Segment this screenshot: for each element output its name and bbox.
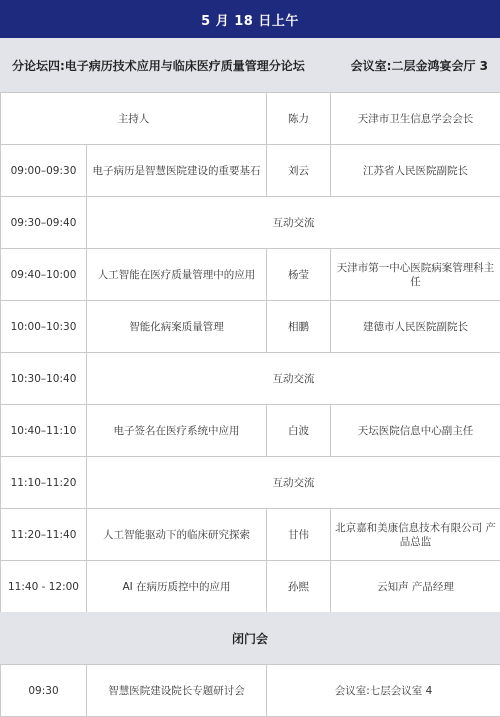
closing-row <box>1 665 500 717</box>
host-title: 天津市卫生信息学会会长 <box>331 93 500 145</box>
session-affiliation: 北京嘉和美康信息技术有限公司 产品总监 <box>331 509 500 561</box>
session-time: 09:40–10:00 <box>1 249 87 301</box>
session-affiliation: 建德市人民医院副院长 <box>331 301 500 353</box>
closing-table <box>0 664 500 717</box>
schedule-table <box>0 92 500 613</box>
session-row <box>1 301 500 353</box>
closing-header <box>0 612 500 664</box>
break-row <box>1 197 500 249</box>
session-row <box>1 145 500 197</box>
session-speaker: 白波 <box>267 405 331 457</box>
session-speaker: 相鹏 <box>267 301 331 353</box>
session-time: 10:30–10:40 <box>1 353 87 405</box>
session-row <box>1 561 500 613</box>
closing-topic: 智慧医院建设院长专题研讨会 <box>87 665 267 717</box>
session-row <box>1 249 500 301</box>
session-speaker: 甘伟 <box>267 509 331 561</box>
session-row <box>1 405 500 457</box>
date-header <box>0 0 500 38</box>
session-time: 09:30–09:40 <box>1 197 87 249</box>
session-affiliation: 天津市第一中心医院病案管理科主任 <box>331 249 500 301</box>
break-row <box>1 457 500 509</box>
closing-room: 会议室:七层会议室 4 <box>267 665 500 717</box>
session-speaker: 孙熙 <box>267 561 331 613</box>
session-affiliation: 天坛医院信息中心副主任 <box>331 405 500 457</box>
session-topic: 电子病历是智慧医院建设的重要基石 <box>87 145 267 197</box>
closing-time: 09:30 <box>1 665 87 717</box>
session-topic: 人工智能在医疗质量管理中的应用 <box>87 249 267 301</box>
session-affiliation: 江苏省人民医院副院长 <box>331 145 500 197</box>
session-row <box>1 509 500 561</box>
break-label: 互动交流 <box>87 457 500 509</box>
host-row <box>1 93 500 145</box>
break-row <box>1 353 500 405</box>
forum-header <box>0 38 500 92</box>
break-label: 互动交流 <box>87 353 500 405</box>
session-topic: 智能化病案质量管理 <box>87 301 267 353</box>
session-topic: 人工智能驱动下的临床研究探索 <box>87 509 267 561</box>
session-time: 11:10–11:20 <box>1 457 87 509</box>
session-time: 09:00–09:30 <box>1 145 87 197</box>
host-label: 主持人 <box>1 93 267 145</box>
session-topic: AI 在病历质控中的应用 <box>87 561 267 613</box>
date-label: 5 月 18 日上午 <box>201 13 299 29</box>
forum-title: 分论坛四:电子病历技术应用与临床医疗质量管理分论坛 <box>12 58 305 73</box>
session-speaker: 杨莹 <box>267 249 331 301</box>
session-time: 10:00–10:30 <box>1 301 87 353</box>
session-affiliation: 云知声 产品经理 <box>331 561 500 613</box>
host-name: 陈力 <box>267 93 331 145</box>
session-time: 11:40 - 12:00 <box>1 561 87 613</box>
session-time: 11:20–11:40 <box>1 509 87 561</box>
schedule-body <box>1 93 500 613</box>
closing-title: 闭门会 <box>231 631 268 646</box>
break-label: 互动交流 <box>87 197 500 249</box>
forum-room: 会议室:二层金鸿宴会厅 3 <box>350 58 488 73</box>
session-time: 10:40–11:10 <box>1 405 87 457</box>
session-speaker: 刘云 <box>267 145 331 197</box>
session-topic: 电子签名在医疗系统中应用 <box>87 405 267 457</box>
